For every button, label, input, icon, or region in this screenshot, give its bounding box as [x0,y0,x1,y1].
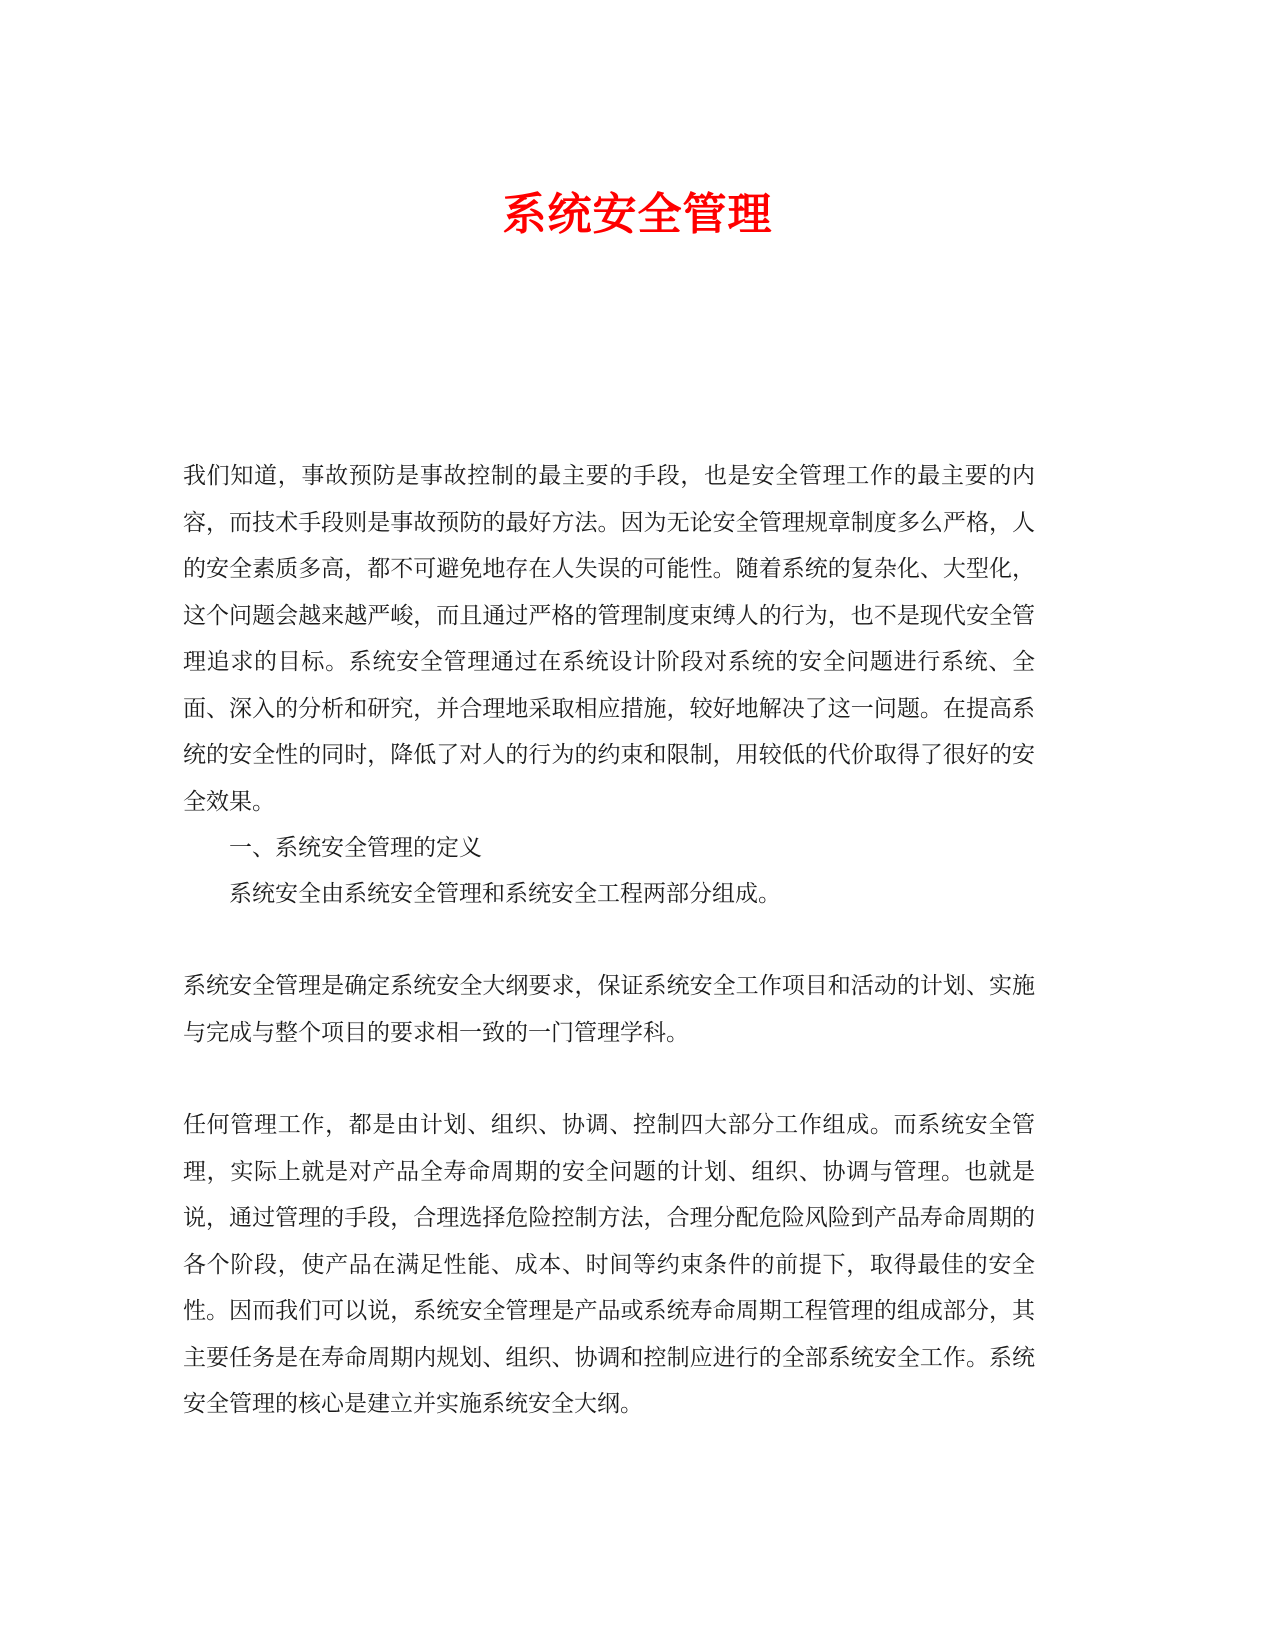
definition-paragraph: 系统安全管理是确定系统安全大纲要求，保证系统安全工作项目和活动的计划、实施与完成与整个项目的要求相一致的一门管理学科。 [183,973,1035,1046]
section-heading: 一、系统安全管理的定义 [229,835,482,861]
document-title: 系统安全管理 [502,189,773,241]
intro-paragraph: 我们知道，事故预防是事故控制的最主要的手段，也是安全管理工作的最主要的内容，而技术手段则是事故预防的最好方法。因为无论安全管理规章制度多么严格，人的安全素质多高，都不可避免地存在人失误的可能性。随着系统的复杂化、大型化，这个问题会越来越严峻，而且通过严格的管理制度束缚人的行为，也不是现代安全管理追求的目标。系统安全管理通过在系统设计阶段对系统的安全问题进行系统、全面、深入的分析和研究，并合理地采取相应措施，较好地解决了这一问题。在提高系统的安全性的同时，降低了对人的行为的约束和限制，用较低的代价取得了很好的安全效果。 [183,463,1035,815]
tasks-paragraph: 任何管理工作，都是由计划、组织、协调、控制四大部分工作组成。而系统安全管理，实际上就是对产品全寿命周期的安全问题的计划、组织、协调与管理。也就是说，通过管理的手段，合理选择危险控制方法，合理分配危险风险到产品寿命周期的各个阶段，使产品在满足性能、成本、时间等约束条件的前提下，取得最佳的安全性。因而我们可以说，系统安全管理是产品或系统寿命周期工程管理的组成部分，其主要任务是在寿命周期内规划、组织、协调和控制应进行的全部系统安全工作。系统安全管理的核心是建立并实施系统安全大纲。 [183,1112,1035,1417]
section-heading-block [183,825,1035,872]
intro-paragraph-block [183,453,1035,825]
definition-paragraph-block [183,963,1035,1056]
composition-paragraph-block [183,871,1035,918]
composition-paragraph: 系统安全由系统安全管理和系统安全工程两部分组成。 [229,881,781,907]
tasks-paragraph-block [183,1102,1035,1428]
